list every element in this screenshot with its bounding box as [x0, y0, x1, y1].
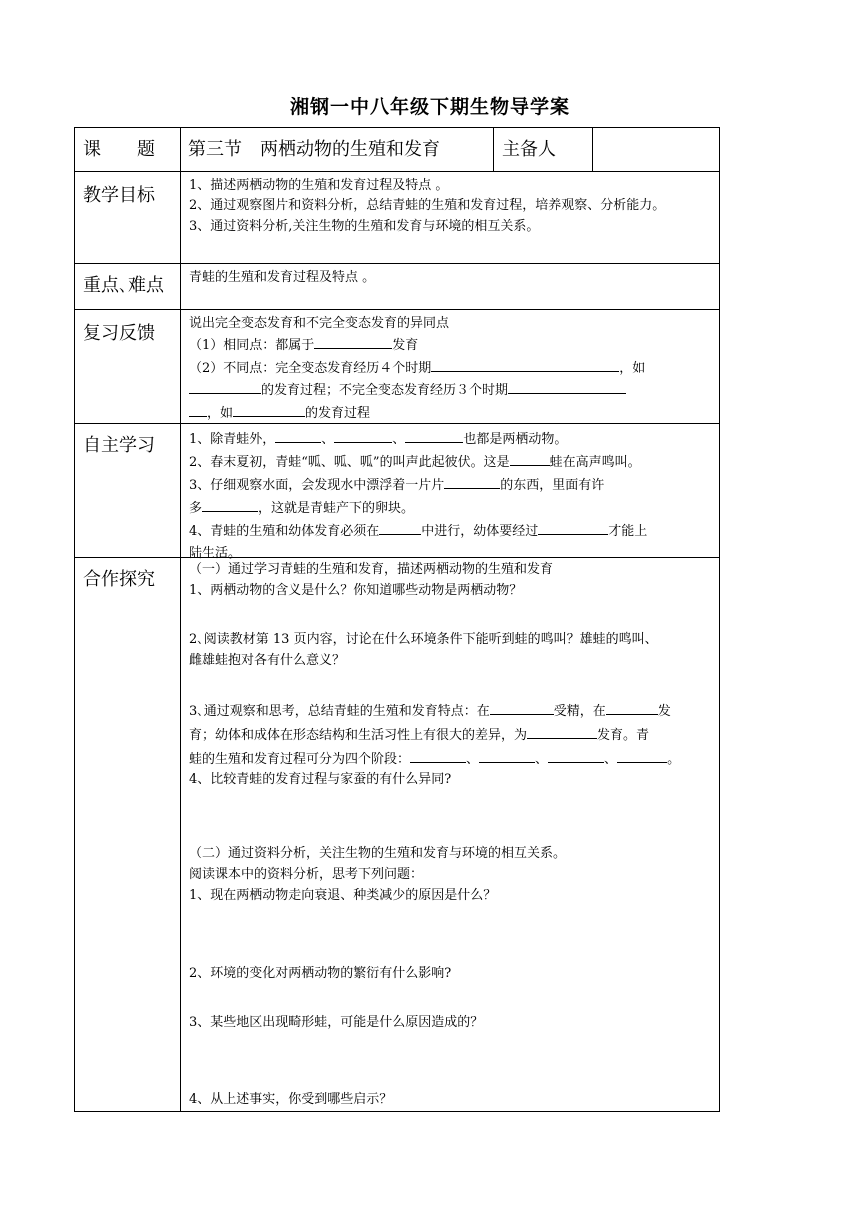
- blank[interactable]: [508, 379, 626, 394]
- question-text: 2、春末夏初，青蛙“呱、呱、呱”的叫声此起彼伏。这是: [189, 455, 510, 470]
- blank[interactable]: [410, 748, 466, 763]
- review-line: 说出完全变态发育和不完全变态发育的异同点: [189, 316, 450, 331]
- row-key-points: [75, 264, 719, 310]
- self-study-line: [189, 428, 713, 451]
- question-text: 、: [321, 432, 335, 447]
- blank[interactable]: [233, 402, 305, 417]
- blank[interactable]: [538, 520, 608, 535]
- blank[interactable]: [431, 357, 619, 372]
- question-text: 3、仔细观察水面，会发现水中漂浮着一片片: [189, 478, 445, 493]
- blank[interactable]: [490, 700, 554, 715]
- question-text: 发育。青: [597, 728, 650, 743]
- review-line: [189, 379, 713, 401]
- row-review: [75, 310, 719, 424]
- question-text: ，这就是青蛙产下的卵块。: [258, 501, 415, 516]
- question-text: 、: [604, 752, 618, 767]
- review-text: 发育: [392, 338, 419, 354]
- blank[interactable]: [379, 520, 421, 535]
- inquiry-question: 雌雄蛙抱对各有什么意义？: [189, 653, 346, 668]
- blank[interactable]: [527, 724, 597, 739]
- inquiry-question: 4、比较青蛙的发育过程与家蚕的有什么异同?: [189, 772, 452, 787]
- blank[interactable]: [548, 748, 604, 763]
- section-heading: （一）通过学习青蛙的生殖和发育，描述两栖动物的生殖和发育: [189, 562, 554, 577]
- key-points-text: 青蛙的生殖和发育过程及特点 。: [189, 270, 376, 285]
- question-text: 、: [535, 752, 549, 767]
- self-study-line: [189, 497, 713, 520]
- inquiry-question: 1、现在两栖动物走向衰退、种类减少的原因是什么？: [189, 888, 497, 903]
- self-study-label: 自主学习: [75, 424, 181, 557]
- question-text: 发: [657, 704, 671, 719]
- row-lesson: [75, 128, 719, 172]
- self-study-line: [189, 451, 713, 474]
- question-text: 。: [667, 752, 681, 767]
- review-line: [189, 357, 713, 379]
- inquiry-question: 1、两栖动物的含义是什么？你知道哪些动物是两栖动物？: [189, 583, 523, 598]
- lesson-label: 课 题: [75, 128, 181, 171]
- blank[interactable]: [202, 497, 258, 512]
- review-text: ，如: [619, 360, 646, 376]
- question-text: 1、除青蛙外，: [189, 432, 276, 447]
- blank[interactable]: [479, 748, 535, 763]
- lesson-title: 第三节 两栖动物的生殖和发育: [181, 128, 494, 171]
- key-points-content: [189, 268, 713, 288]
- self-study-line: 陆生活。: [189, 546, 242, 561]
- question-text: 蛙的生殖和发育过程可分为四个阶段：: [189, 752, 411, 767]
- question-text: 中进行，幼体要经过: [421, 524, 539, 539]
- question-text: 、: [392, 432, 406, 447]
- section-heading: （二）通过资料分析，关注生物的生殖和发育与环境的相互关系。: [189, 846, 567, 861]
- review-line: [189, 334, 713, 356]
- review-text: 的发育过程: [305, 405, 371, 421]
- goals-label: 教学目标: [75, 172, 181, 263]
- blank[interactable]: [405, 428, 463, 443]
- self-study-line: [189, 474, 713, 497]
- question-text: 多: [189, 501, 203, 516]
- blank[interactable]: [606, 700, 658, 715]
- preparer-value[interactable]: [593, 128, 719, 171]
- blank[interactable]: [189, 402, 207, 417]
- inquiry-question: 2､阅读教材第 13 页内容，讨论在什么环境条件下能听到蛙的鸣叫？雄蛙的鸣叫、: [189, 632, 658, 647]
- goals-content: [189, 176, 713, 237]
- key-points-label: 重点､难点: [75, 264, 181, 309]
- preparer-label: 主备人: [494, 128, 593, 171]
- question-text: 4、青蛙的生殖和幼体发育必须在: [189, 524, 380, 539]
- question-text: 3､通过观察和思考，总结青蛙的生殖和发育特点：在: [189, 704, 490, 719]
- blank[interactable]: [510, 451, 550, 466]
- row-cooperative: [75, 558, 719, 1111]
- cooperative-label: 合作探究: [75, 558, 181, 1111]
- blank[interactable]: [314, 334, 392, 349]
- review-line: [189, 402, 713, 424]
- inquiry-question: [189, 748, 680, 770]
- review-label: 复习反馈: [75, 310, 181, 423]
- question-text: 也都是两栖动物。: [463, 432, 568, 447]
- inquiry-question: 2、环境的变化对两栖动物的繁衍有什么影响?: [189, 966, 452, 981]
- blank[interactable]: [444, 474, 500, 489]
- page-title: 湘钢一中八年级下期生物导学案: [289, 96, 570, 118]
- question-text: 、: [466, 752, 480, 767]
- section-heading: 阅读课本中的资料分析，思考下列问题：: [189, 867, 424, 882]
- question-text: 育；幼体和成体在形态结构和生活习性上有很大的差异，为: [189, 728, 528, 743]
- question-text: 蛙在高声鸣叫。: [549, 455, 641, 470]
- review-text: （2）不同点：完全变态发育经历４个时期: [189, 360, 432, 376]
- study-guide-table: [74, 127, 720, 1112]
- goal-item: 3、通过资料分析,关注生物的生殖和发育与环境的相互关系。: [189, 218, 540, 234]
- goal-item: 1、描述两栖动物的生殖和发育过程及特点 。: [189, 178, 449, 193]
- question-text: 的东西，里面有许: [500, 478, 605, 493]
- review-text: 的发育过程；不完全变态发育经历３个时期: [261, 383, 509, 399]
- blank[interactable]: [275, 428, 321, 443]
- row-goals: [75, 172, 719, 264]
- inquiry-question: [189, 724, 649, 746]
- inquiry-question: 3、某些地区出现畸形蛙，可能是什么原因造成的？: [189, 1015, 484, 1030]
- blank[interactable]: [617, 748, 667, 763]
- inquiry-question: 4、从上述事实，你受到哪些启示？: [189, 1092, 393, 1107]
- self-study-line: [189, 520, 713, 543]
- blank[interactable]: [189, 379, 261, 394]
- self-study-content: [189, 428, 713, 565]
- row-self-study: [75, 424, 719, 561]
- inquiry-question: [189, 700, 671, 722]
- blank[interactable]: [334, 428, 392, 443]
- question-text: 受精，在: [553, 704, 606, 719]
- review-content: [189, 314, 713, 424]
- review-text: （1）相同点：都属于: [189, 338, 315, 354]
- review-text: ，如: [207, 405, 234, 421]
- question-text: 才能上: [608, 524, 648, 539]
- goal-item: 2、通过观察图片和资料分析，总结青蛙的生殖和发育过程，培养观察、分析能力。: [189, 198, 666, 214]
